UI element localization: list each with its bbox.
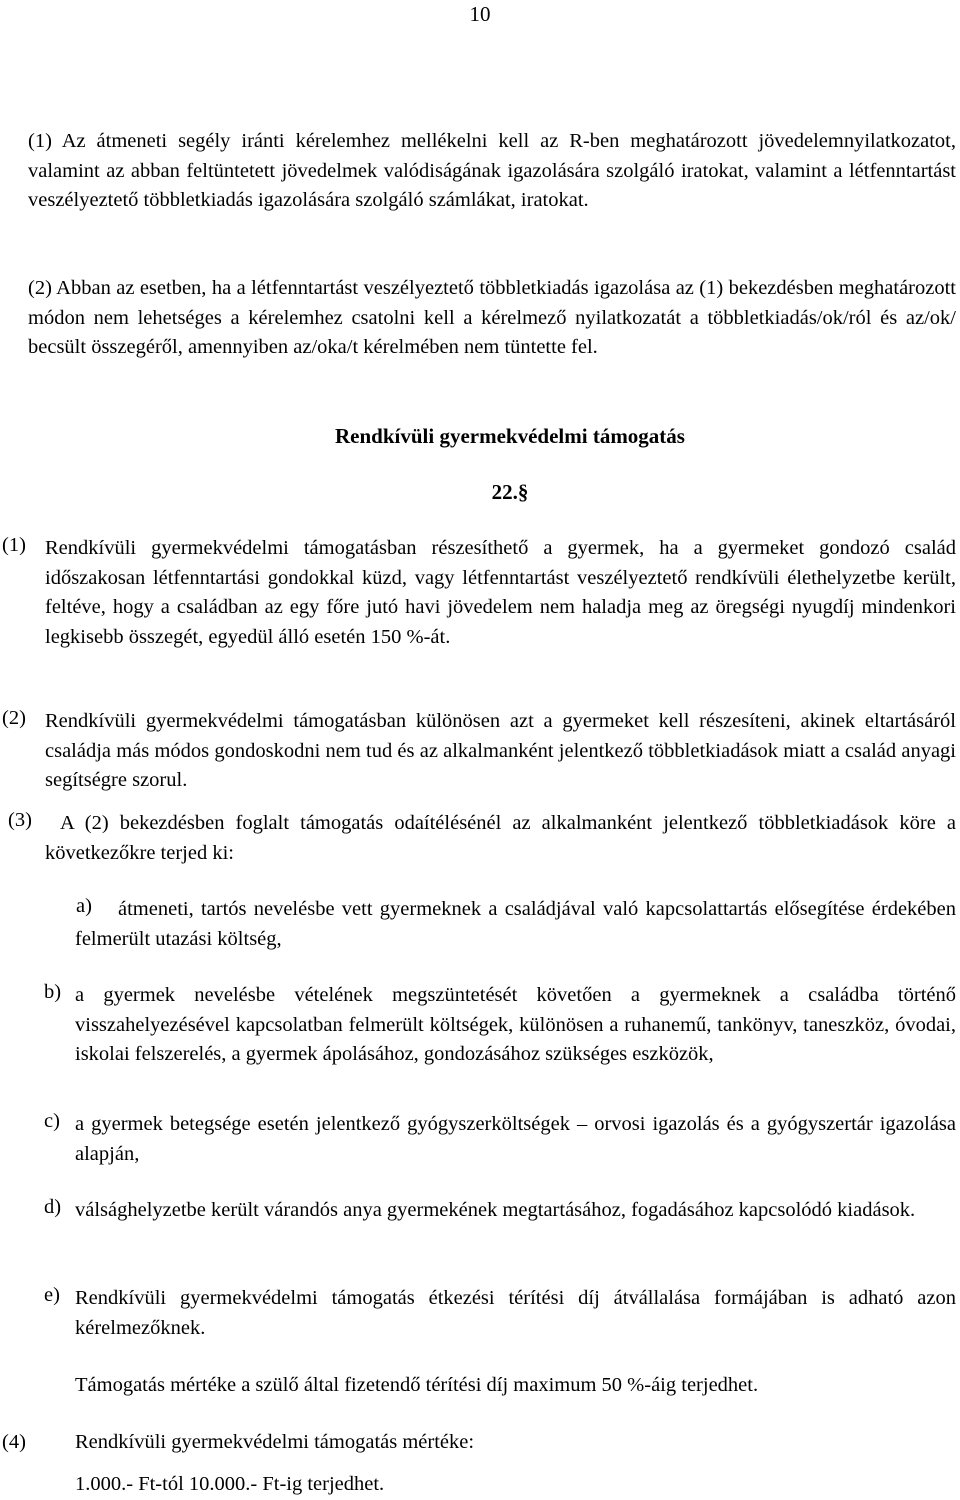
paragraph-1: (1) Az átmeneti segély iránti kérelemhez mellékelni kell az R-ben meghatározott jövedelemnyilatkozatot, valamint az abban feltüntetett jövedelmek valódiságának igazolására szolgáló iratokat, valamint a létfenntartást veszélyeztető többletkiadás igazolására szolgáló számlákat, iratokat. — [28, 130, 956, 211]
s22-4-text: Rendkívüli gyermekvédelmi támogatás mértéke: — [75, 1431, 475, 1453]
item-c-text: a gyermek betegsége esetén jelentkező gyógyszerköltségek – orvosi igazolás és a gyógyszertár igazolása alapján, — [75, 1113, 956, 1165]
support-rate: Támogatás mértéke a szülő által fizetendő térítési díj maximum 50 %-áig terjedhet. — [75, 1374, 759, 1396]
item-b-label: b) — [44, 981, 62, 1003]
item-a-label: a) — [76, 895, 92, 917]
item-b-text: a gyermek nevelésbe vételének megszüntetését követően a gyermeknek a családba történő visszahelyezésével kapcsolatban felmerült költségek, különösen a ruhanemű, tankönyv, taneszköz, óvodai, iskolai felszerelés, a gyermek ápolásához, gondozásához szükséges eszközök, — [75, 984, 956, 1065]
s22-4-amount: 1.000.- Ft-tól 10.000.- Ft-ig terjedhet. — [75, 1473, 385, 1495]
s22-3-label: (3) — [8, 809, 32, 831]
s22-1-label: (1) — [2, 534, 26, 556]
s22-2-label: (2) — [2, 707, 26, 729]
section-number: 22.§ — [491, 480, 529, 504]
section-title: Rendkívüli gyermekvédelmi támogatás — [335, 424, 685, 448]
item-e-text: Rendkívüli gyermekvédelmi támogatás étkezési térítési díj átvállalása formájában is adható azon kérelmezőknek. — [75, 1287, 956, 1339]
item-a-text: átmeneti, tartós nevelésbe vett gyermeknek a családjával való kapcsolattartás elősegítése érdekében felmerült utazási költség, — [75, 898, 956, 950]
s22-3-text: A (2) bekezdésben foglalt támogatás odaítélésénél az alkalmanként jelentkező többletkiadások köre a következőkre terjed ki: — [45, 812, 956, 864]
page-number: 10 — [469, 2, 491, 26]
paragraph-2: (2) Abban az esetben, ha a létfenntartást veszélyeztető többletkiadás igazolása az (1) bekezdésben meghatározott módon nem lehetséges a kérelemhez csatolni kell a kérelmező nyilatkozatát a többletkiadás/ok/ról és az/ok/ becsült összegéről, amennyiben az/oka/t kérelmében nem tüntette fel. — [28, 277, 956, 358]
s22-2-text: Rendkívüli gyermekvédelmi támogatásban különösen azt a gyermeket kell részesíteni, akinek eltartásáról családja más módos gondoskodni nem tud és az alkalmanként jelentkező többletkiadások miatt a család anyagi segítségre szorul. — [45, 710, 956, 791]
s22-1-text: Rendkívüli gyermekvédelmi támogatásban részesíthető a gyermek, ha a gyermeket gondozó család időszakosan létfenntartási gondokkal küzd, vagy létfenntartást veszélyeztető rendkívüli élethelyzetbe került, feltéve, hogy a családban az egy főre jutó havi jövedelem nem haladja meg az öregségi nyugdíj mindenkori legkisebb összegét, egyedül álló esetén 150 %-át. — [45, 537, 956, 648]
item-e-label: e) — [44, 1284, 60, 1306]
s22-4-label: (4) — [2, 1431, 26, 1453]
item-d-text: válsághelyzetbe került várandós anya gyermekének megtartásához, fogadásához kapcsolódó kiadások. — [75, 1199, 916, 1221]
item-c-label: c) — [44, 1110, 60, 1132]
item-d-label: d) — [44, 1196, 62, 1218]
